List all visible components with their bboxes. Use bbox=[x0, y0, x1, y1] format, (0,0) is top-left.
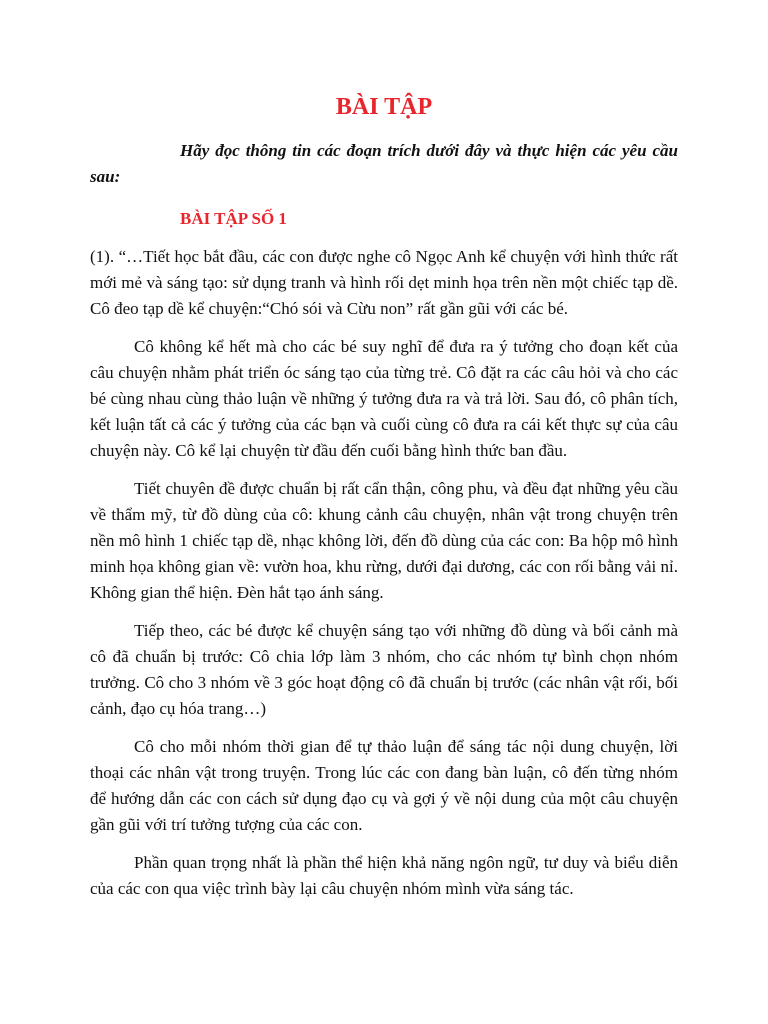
paragraph-1: (1). “…Tiết học bắt đầu, các con được nghe cô Ngọc Anh kể chuyện với hình thức rất mới mẻ và sáng tạo: sử dụng tranh và hình rối dẹt minh họa trên nền một chiếc tạp dề. Cô đeo tạp dề kể chuyện:“Chó sói và Cừu non” rất gần gũi với các bé. bbox=[90, 247, 678, 318]
paragraph-5: Cô cho mỗi nhóm thời gian để tự thảo luận để sáng tác nội dung chuyện, lời thoại các nhân vật trong truyện. Trong lúc các con đang bàn luận, cô đến từng nhóm để hướng dẫn các con cách sử dụng đạo cụ và gợi ý về nội dung của một câu chuyện gần gũi với trí tưởng tượng của các con. bbox=[90, 737, 678, 834]
paragraph-4: Tiếp theo, các bé được kể chuyện sáng tạo với những đồ dùng và bối cảnh mà cô đã chuẩn bị trước: Cô chia lớp làm 3 nhóm, cho các nhóm tự bình chọn nhóm trưởng. Cô cho 3 nhóm về 3 góc hoạt động cô đã chuẩn bị trước (các nhân vật rối, bối cảnh, đạo cụ hóa trang…) bbox=[90, 621, 678, 718]
paragraph-3: Tiết chuyên đề được chuẩn bị rất cẩn thận, công phu, và đều đạt những yêu cầu về thẩm mỹ, từ đồ dùng của cô: khung cảnh câu chuyện, nhân vật trong chuyện trên nền mô hình 1 chiếc tạp dề, nhạc không lời, đến đồ dùng của các con: Ba hộp mô hình minh họa không gian về: vườn hoa, khu rừng, dưới đại dương, các con rối bằng vải nỉ. Không gian thể hiện. Đèn hắt tạo ánh sáng. bbox=[90, 479, 678, 602]
paragraph-6: Phần quan trọng nhất là phần thể hiện khả năng ngôn ngữ, tư duy và biểu diễn của các con qua việc trình bày lại câu chuyện nhóm mình vừa sáng tác. bbox=[90, 853, 678, 898]
exercise-heading: BÀI TẬP SỐ 1 bbox=[180, 209, 287, 228]
document-title: BÀI TẬP bbox=[335, 94, 433, 120]
instructions-text: Hãy đọc thông tin các đoạn trích dưới đây và thực hiện các yêu cầu sau: bbox=[90, 141, 678, 186]
paragraph-2: Cô không kể hết mà cho các bé suy nghĩ để đưa ra ý tưởng cho đoạn kết của câu chuyện nhằm phát triển óc sáng tạo của từng trẻ. Cô đặt ra các câu hỏi và cho các bé cùng nhau cùng thảo luận về những ý tưởng đưa ra và trả lời. Sau đó, cô phân tích, kết luận tất cả các ý tưởng của các bạn và cuối cùng cô đưa ra cái kết thực sự của câu chuyện này. Cô kể lại chuyện từ đầu đến cuối bằng hình thức ban đầu. bbox=[90, 337, 678, 460]
